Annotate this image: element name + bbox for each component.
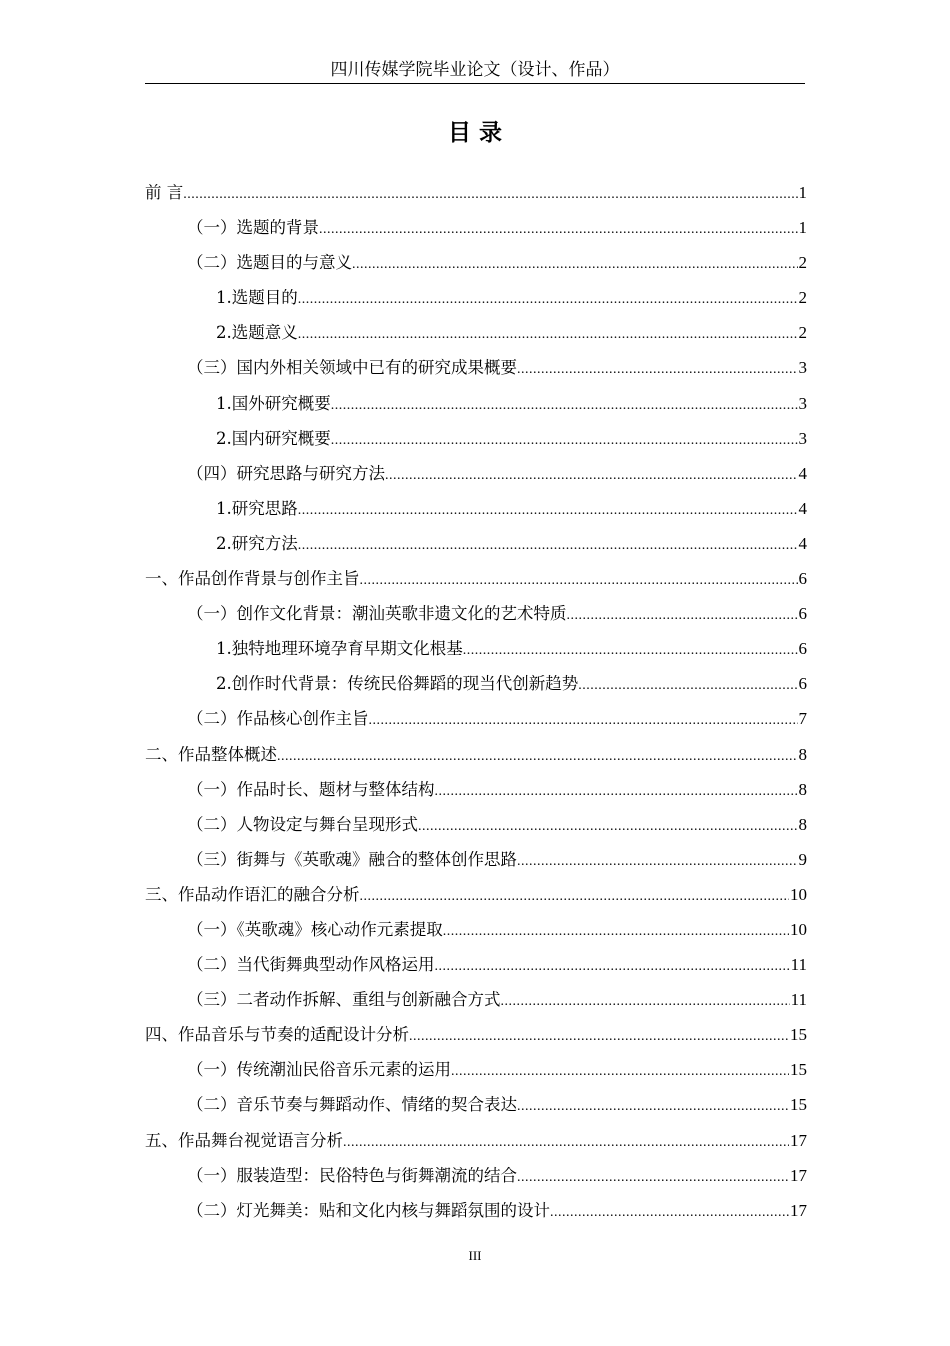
toc-entry[interactable] bbox=[145, 456, 807, 491]
toc-entry[interactable] bbox=[145, 280, 807, 315]
toc-entry-title: （三）国内外相关领域中已有的研究成果概要 bbox=[187, 358, 517, 378]
toc-entry-page: 17 bbox=[790, 1165, 807, 1185]
toc-entry-title: 2.选题意义 bbox=[216, 323, 298, 343]
toc-entry-page: 3 bbox=[798, 393, 807, 413]
toc-entry[interactable] bbox=[145, 947, 807, 982]
toc-entry-title: （二）作品核心创作主旨 bbox=[187, 709, 369, 729]
toc-entry-title: （一）《英歌魂》核心动作元素提取 bbox=[187, 919, 443, 939]
toc-dot-leader bbox=[331, 388, 798, 423]
toc-dot-leader bbox=[183, 177, 797, 212]
toc-entry-page: 6 bbox=[798, 674, 807, 694]
toc-entry-title: 2.国内研究概要 bbox=[216, 428, 331, 448]
page-number: III bbox=[468, 1248, 482, 1263]
toc-dot-leader bbox=[517, 1089, 789, 1124]
toc-dot-leader bbox=[517, 844, 798, 879]
toc-entry[interactable] bbox=[145, 807, 807, 842]
toc-dot-leader bbox=[501, 984, 790, 1019]
toc-entry[interactable] bbox=[145, 666, 807, 701]
toc-entry-page: 17 bbox=[790, 1130, 807, 1150]
toc-entry[interactable] bbox=[145, 561, 807, 596]
toc-entry-page: 2 bbox=[798, 288, 807, 308]
toc-entry-page: 4 bbox=[798, 463, 807, 483]
toc-entry-title: 前 言 bbox=[145, 183, 184, 202]
toc-dot-leader bbox=[435, 774, 798, 809]
toc-entry-page: 4 bbox=[798, 498, 807, 518]
toc-entry-page: 17 bbox=[790, 1200, 807, 1220]
toc-entry[interactable] bbox=[145, 842, 807, 877]
toc-dot-leader bbox=[567, 598, 798, 633]
toc-entry[interactable] bbox=[145, 1052, 807, 1087]
toc-entry-page: 15 bbox=[790, 1095, 807, 1115]
toc-entry-page: 9 bbox=[798, 849, 807, 869]
toc-dot-leader bbox=[369, 703, 798, 738]
toc-entry-title: （一）选题的背景 bbox=[187, 218, 319, 238]
toc-dot-leader bbox=[331, 423, 798, 458]
toc-entry-title: 1.研究思路 bbox=[216, 498, 298, 518]
toc-entry-page: 15 bbox=[790, 1060, 807, 1080]
toc-dot-leader bbox=[319, 212, 798, 247]
toc-entry[interactable] bbox=[145, 315, 807, 350]
toc-entry[interactable] bbox=[145, 386, 807, 421]
toc-entry-title: 2.创作时代背景：传统民俗舞蹈的现当代创新趋势 bbox=[216, 674, 579, 694]
toc-entry-page: 11 bbox=[790, 990, 807, 1010]
table-of-contents bbox=[145, 175, 807, 1228]
toc-entry[interactable] bbox=[145, 175, 807, 210]
toc-entry-title: 1.独特地理环境孕育早期文化根基 bbox=[216, 639, 463, 659]
toc-entry-page: 1 bbox=[798, 183, 807, 202]
toc-entry[interactable] bbox=[145, 245, 807, 280]
toc-entry[interactable] bbox=[145, 877, 807, 912]
toc-entry-page: 6 bbox=[798, 604, 807, 624]
toc-entry[interactable] bbox=[145, 210, 807, 245]
toc-entry-title: （一）创作文化背景：潮汕英歌非遗文化的艺术特质 bbox=[187, 604, 567, 624]
toc-entry[interactable] bbox=[145, 1158, 807, 1193]
toc-dot-leader bbox=[298, 317, 798, 352]
toc-dot-leader bbox=[517, 352, 798, 387]
toc-entry[interactable] bbox=[145, 701, 807, 736]
toc-entry[interactable] bbox=[145, 912, 807, 947]
toc-entry[interactable] bbox=[145, 421, 807, 456]
toc-entry[interactable] bbox=[145, 737, 807, 772]
header-rule bbox=[145, 83, 805, 84]
toc-entry-title: 三、作品动作语汇的融合分析 bbox=[145, 884, 360, 904]
toc-entry[interactable] bbox=[145, 982, 807, 1017]
toc-title: 目 录 bbox=[447, 119, 502, 146]
toc-entry[interactable] bbox=[145, 350, 807, 385]
toc-entry-page: 2 bbox=[798, 253, 807, 273]
toc-dot-leader bbox=[435, 949, 790, 984]
toc-dot-leader bbox=[298, 282, 798, 317]
toc-entry-page: 4 bbox=[798, 533, 807, 553]
toc-entry-title: 二、作品整体概述 bbox=[145, 744, 277, 764]
toc-entry-page: 2 bbox=[798, 323, 807, 343]
toc-entry-page: 6 bbox=[798, 639, 807, 659]
toc-dot-leader bbox=[298, 528, 798, 563]
toc-entry-page: 3 bbox=[798, 358, 807, 378]
toc-entry-title: 四、作品音乐与节奏的适配设计分析 bbox=[145, 1025, 409, 1045]
toc-entry-title: （二）音乐节奏与舞蹈动作、情绪的契合表达 bbox=[187, 1095, 517, 1115]
toc-entry[interactable] bbox=[145, 596, 807, 631]
toc-entry-title: 2.研究方法 bbox=[216, 533, 298, 553]
toc-dot-leader bbox=[409, 1019, 789, 1054]
toc-entry[interactable] bbox=[145, 1017, 807, 1052]
toc-dot-leader bbox=[517, 1160, 789, 1195]
toc-entry[interactable] bbox=[145, 491, 807, 526]
toc-entry-title: 1.选题目的 bbox=[216, 288, 298, 308]
toc-entry-page: 15 bbox=[790, 1025, 807, 1045]
toc-entry-title: 1.国外研究概要 bbox=[216, 393, 331, 413]
toc-entry-title: （二）灯光舞美：贴和文化内核与舞蹈氛围的设计 bbox=[187, 1200, 550, 1220]
toc-entry-title: （三）街舞与《英歌魂》融合的整体创作思路 bbox=[187, 849, 517, 869]
toc-entry-page: 10 bbox=[790, 919, 807, 939]
toc-dot-leader bbox=[385, 458, 798, 493]
toc-entry-page: 8 bbox=[798, 814, 807, 834]
toc-dot-leader bbox=[443, 914, 789, 949]
toc-dot-leader bbox=[343, 1125, 789, 1160]
toc-dot-leader bbox=[277, 739, 798, 774]
toc-dot-leader bbox=[578, 668, 797, 703]
toc-entry-title: （二）当代街舞典型动作风格运用 bbox=[187, 955, 435, 975]
toc-entry-title: （一）服装造型：民俗特色与街舞潮流的结合 bbox=[187, 1165, 517, 1185]
running-header: 四川传媒学院毕业论文（设计、作品） bbox=[330, 60, 620, 80]
toc-entry-title: （一）传统潮汕民俗音乐元素的运用 bbox=[187, 1060, 451, 1080]
toc-entry-page: 10 bbox=[790, 884, 807, 904]
toc-dot-leader bbox=[352, 247, 798, 282]
toc-entry[interactable] bbox=[145, 1087, 807, 1122]
toc-dot-leader bbox=[463, 633, 798, 668]
toc-dot-leader bbox=[360, 563, 798, 598]
toc-entry[interactable] bbox=[145, 1123, 807, 1158]
toc-entry-title: （四）研究思路与研究方法 bbox=[187, 463, 385, 483]
toc-entry[interactable] bbox=[145, 631, 807, 666]
toc-entry-page: 1 bbox=[798, 218, 807, 238]
toc-entry-title: （三）二者动作拆解、重组与创新融合方式 bbox=[187, 990, 501, 1010]
toc-dot-leader bbox=[451, 1054, 789, 1089]
toc-dot-leader bbox=[418, 809, 798, 844]
toc-entry[interactable] bbox=[145, 526, 807, 561]
toc-entry-page: 11 bbox=[790, 955, 807, 975]
toc-entry-title: （二）选题目的与意义 bbox=[187, 253, 352, 273]
toc-entry[interactable] bbox=[145, 772, 807, 807]
toc-entry-title: 一、作品创作背景与创作主旨 bbox=[145, 569, 360, 589]
toc-entry-page: 3 bbox=[798, 428, 807, 448]
toc-entry-page: 6 bbox=[798, 569, 807, 589]
toc-entry-title: 五、作品舞台视觉语言分析 bbox=[145, 1130, 343, 1150]
toc-dot-leader bbox=[360, 879, 790, 914]
toc-entry-page: 7 bbox=[798, 709, 807, 729]
toc-dot-leader bbox=[550, 1195, 789, 1230]
toc-entry-page: 8 bbox=[798, 744, 807, 764]
toc-entry-title: （一）作品时长、题材与整体结构 bbox=[187, 779, 435, 799]
toc-dot-leader bbox=[298, 493, 798, 528]
toc-entry[interactable] bbox=[145, 1193, 807, 1228]
toc-entry-page: 8 bbox=[798, 779, 807, 799]
toc-entry-title: （二）人物设定与舞台呈现形式 bbox=[187, 814, 418, 834]
